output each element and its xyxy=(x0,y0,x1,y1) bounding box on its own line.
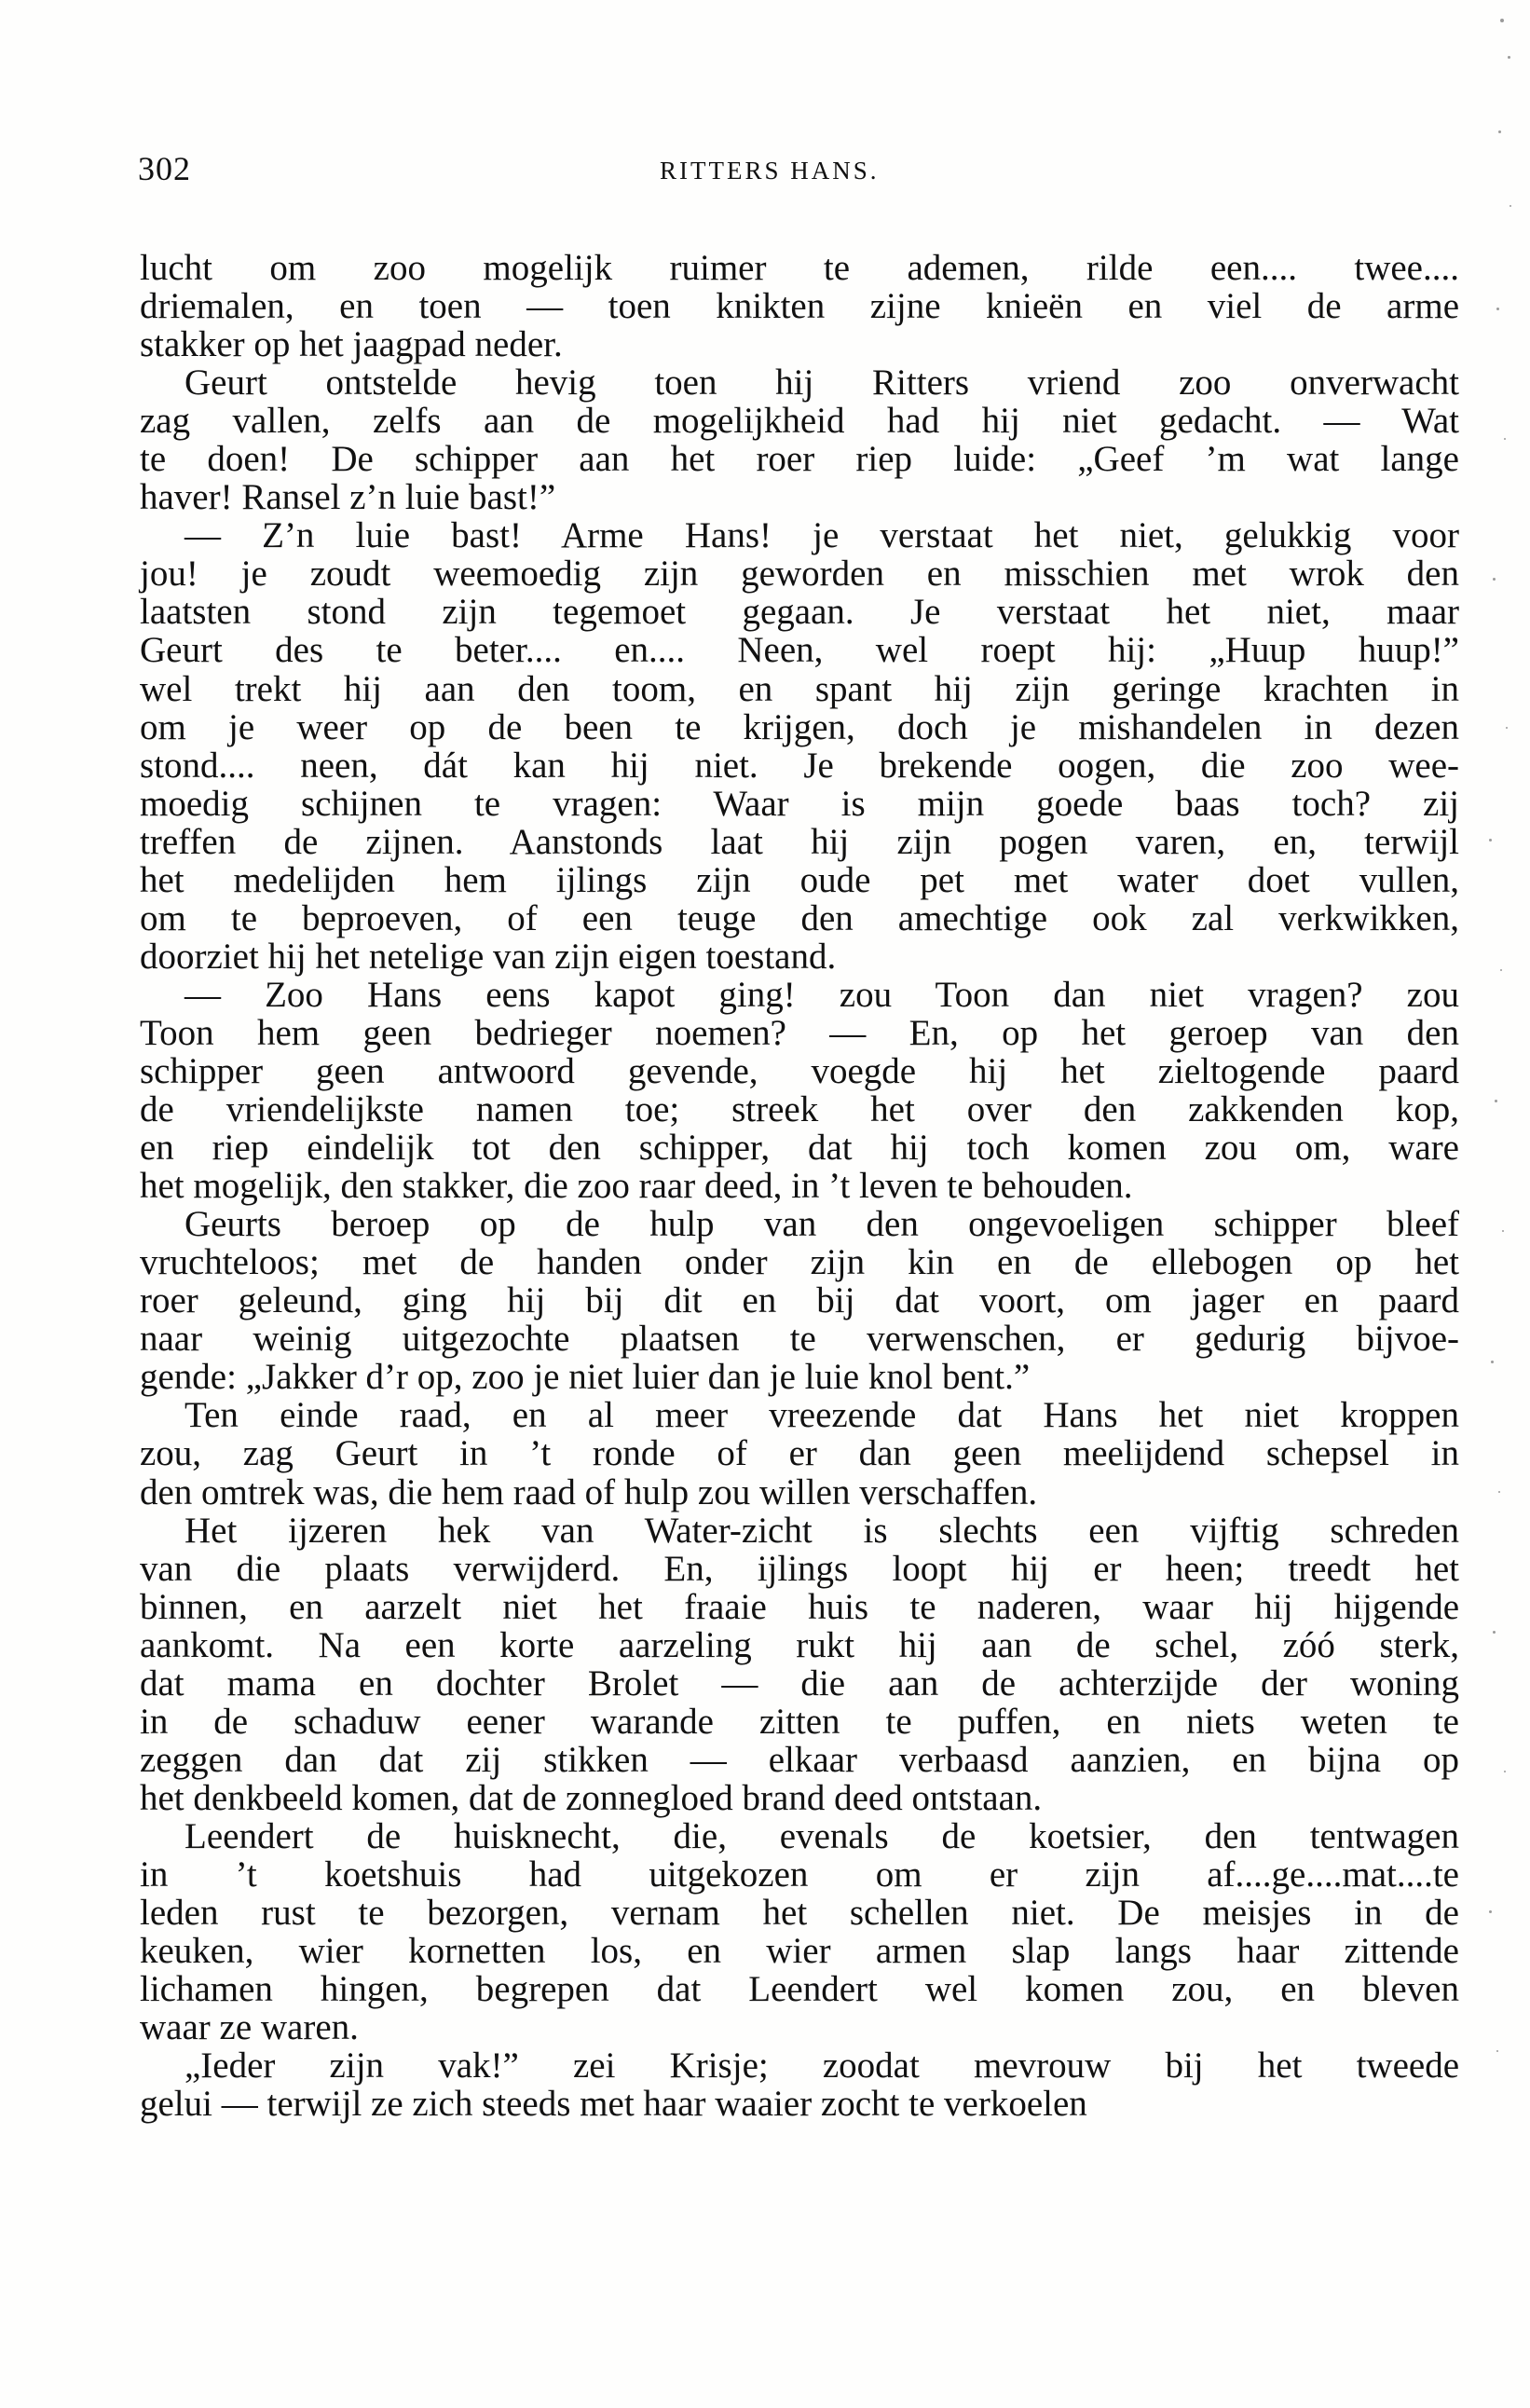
scan-speck xyxy=(1500,19,1504,22)
text-line: lucht om zoo mogelijk ruimer te ademen, rilde een.... twee.... xyxy=(140,248,1459,288)
text-line: zag vallen, zelfs aan de mogelijkheid had hij niet gedacht. — Wat xyxy=(140,401,1459,442)
text-line: en riep eindelijk tot den schipper, dat hij toch komen zou om, ware xyxy=(140,1128,1459,1169)
text-line: waar ze waren. xyxy=(140,2007,359,2048)
text-line: in de schaduw eener warande zitten te puffen, en niets weten te xyxy=(140,1701,1459,1742)
text-line: „Ieder zijn vak!” zei Krisje; zoodat mevrouw bij het tweede xyxy=(184,2045,1459,2086)
text-line: Toon hem geen bedrieger noemen? — En, op het geroep van den xyxy=(140,1012,1459,1053)
text-line: jou! je zoudt weemoedig zijn geworden en misschien met wrok den xyxy=(140,554,1459,595)
text-line: schipper geen antwoord gevende, voegde hij het zieltogende paard xyxy=(140,1050,1459,1091)
text-line: dat mama en dochter Brolet — die aan de achterzijde der woning xyxy=(140,1662,1459,1703)
scan-speck xyxy=(1508,56,1510,59)
text-line: zeggen dan dat zij stikken — elkaar verbaasd aanzien, en bijna op xyxy=(140,1739,1459,1780)
scan-speck xyxy=(1498,1491,1500,1493)
text-line: — Zoo Hans eens kapot ging! zou Toon dan niet vragen? zou xyxy=(184,974,1459,1015)
scan-speck xyxy=(1502,1230,1504,1232)
body-text xyxy=(140,249,1459,2123)
scan-speck xyxy=(1500,969,1502,971)
page-number: 302 xyxy=(138,150,191,187)
text-line: aankomt. Na een korte aarzeling rukt hij aan de schel, zóó sterk, xyxy=(140,1624,1459,1665)
text-line: stond.... neen, dát kan hij niet. Je brekende oogen, die zoo wee- xyxy=(140,745,1459,786)
scan-speck xyxy=(1496,308,1499,310)
page-header xyxy=(138,149,1461,194)
text-line: Geurt des te beter.... en.... Neen, wel roept hij: „Huup huup!” xyxy=(140,630,1459,671)
text-line: om je weer op de been te krijgen, doch je mishandelen in dezen xyxy=(140,706,1459,747)
scan-margin-specks xyxy=(1472,0,1530,2408)
text-line: gende: „Jakker d’r op, zoo je niet luier dan je luie knol bent.” xyxy=(140,1357,1031,1398)
scan-speck xyxy=(1498,130,1501,133)
text-line: Geurt ontstelde hevig toen hij Ritters vriend zoo onverwacht xyxy=(184,363,1459,404)
text-line: zou, zag Geurt in ’t ronde of er dan geen meelijdend schepsel in xyxy=(140,1433,1459,1474)
text-line: laatsten stond zijn tegemoet gegaan. Je verstaat het niet, maar xyxy=(140,592,1459,633)
text-line: in ’t koetshuis had uitgekozen om er zijn af....ge....mat....te xyxy=(140,1854,1459,1895)
text-line: doorziet hij het netelige van zijn eigen toestand. xyxy=(140,936,837,977)
scan-speck xyxy=(1489,839,1492,841)
text-line: moedig schijnen te vragen: Waar is mijn goede baas toch? zij xyxy=(140,783,1459,824)
text-line: het medelijden hem ijlings zijn oude pet met water doet vullen, xyxy=(140,859,1459,900)
scan-speck xyxy=(1495,1100,1497,1102)
text-line: van die plaats verwijderd. En, ijlings loopt hij er heen; treedt het xyxy=(140,1548,1459,1589)
text-line: vruchteloos; met de handen onder zijn kin en de ellebogen op het xyxy=(140,1242,1459,1283)
text-line: keuken, wier kornetten los, en wier armen slap langs haar zittende xyxy=(140,1931,1459,1972)
text-line: — Z’n luie bast! Arme Hans! je verstaat het niet, gelukkig voor xyxy=(184,515,1459,556)
scan-speck xyxy=(1493,578,1496,581)
text-line: te doen! De schipper aan het roer riep luide: „Geef ’m wat lange xyxy=(140,439,1459,480)
scan-speck xyxy=(1504,438,1506,440)
text-line: den omtrek was, die hem raad of hulp zou willen verschaffen. xyxy=(140,1471,1038,1512)
text-line: de vriendelijkste namen toe; streek het over den zakkenden kop, xyxy=(140,1089,1459,1130)
text-line: leden rust te bezorgen, vernam het schellen niet. De meisjes in de xyxy=(140,1893,1459,1934)
scan-speck xyxy=(1510,205,1511,207)
running-head: RITTERS HANS. xyxy=(660,157,880,185)
text-line: Leendert de huisknecht, die, evenals de koetsier, den tentwagen xyxy=(184,1815,1459,1856)
text-line: het mogelijk, den stakker, die zoo raar deed, in ’t leven te behouden. xyxy=(140,1166,1133,1207)
scan-speck xyxy=(1506,727,1508,729)
scan-speck xyxy=(1493,1631,1496,1634)
text-line: treffen de zijnen. Aanstonds laat hij zijn pogen varen, en, terwijl xyxy=(140,821,1459,862)
text-line: naar weinig uitgezochte plaatsen te verwenschen, er gedurig bijvoe- xyxy=(140,1319,1459,1360)
text-line: stakker op het jaagpad neder. xyxy=(140,324,563,365)
text-line: binnen, en aarzelt niet het fraaie huis te naderen, waar hij hijgende xyxy=(140,1586,1459,1627)
text-line: het denkbeeld komen, dat de zonnegloed brand deed ontstaan. xyxy=(140,1777,1043,1818)
text-line: roer geleund, ging hij bij dit en bij dat voort, om jager en paard xyxy=(140,1280,1459,1321)
scan-speck xyxy=(1496,2050,1498,2052)
text-line: Geurts beroep op de hulp van den ongevoeligen schipper bleef xyxy=(184,1204,1459,1245)
scan-speck xyxy=(1491,1361,1494,1363)
text-line: lichamen hingen, begrepen dat Leendert wel komen zou, en bleven xyxy=(140,1969,1459,2010)
text-line: wel trekt hij aan den toom, en spant hij zijn geringe krachten in xyxy=(140,668,1459,709)
text-line: Het ijzeren hek van Water-zicht is slechts een vijftig schreden xyxy=(184,1510,1459,1551)
text-line: driemalen, en toen — toen knikten zijne knieën en viel de arme xyxy=(140,286,1459,327)
scan-speck xyxy=(1504,1771,1506,1772)
text-line: om te beproeven, of een teuge den amechtige ook zal verkwikken, xyxy=(140,897,1459,938)
text-line: gelui — terwijl ze zich steeds met haar waaier zocht te verkoelen xyxy=(140,2084,1087,2125)
text-line: Ten einde raad, en al meer vreezende dat Hans het niet kroppen xyxy=(184,1395,1459,1436)
text-line: haver! Ransel z’n luie bast!” xyxy=(140,477,556,518)
scan-speck xyxy=(1489,1910,1492,1913)
